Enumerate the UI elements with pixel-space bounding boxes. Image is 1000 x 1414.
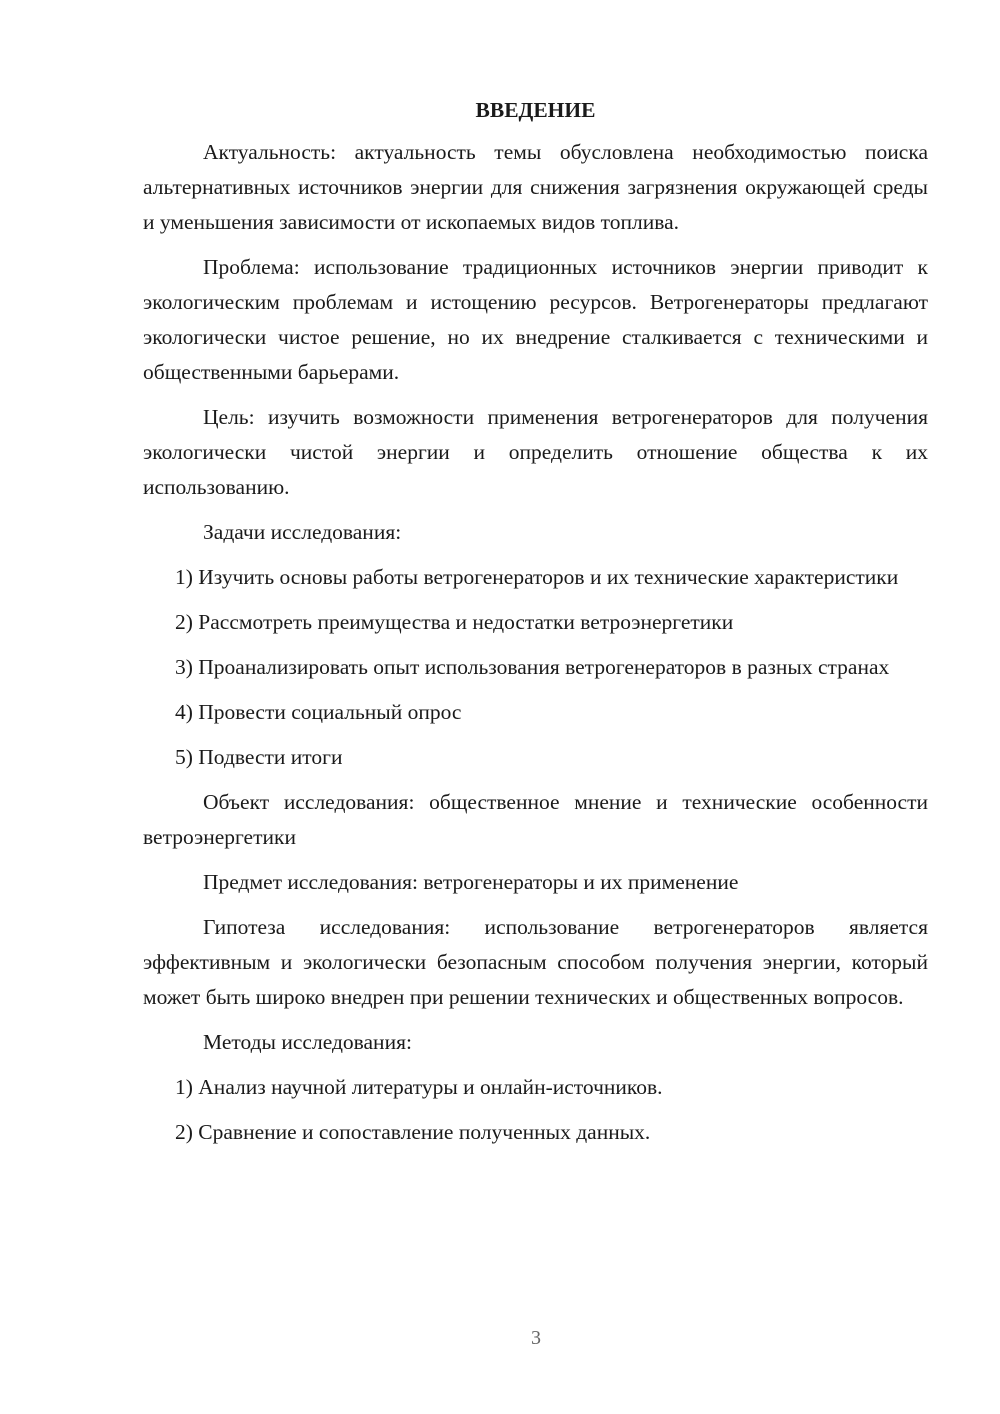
task-item: 2) Рассмотреть преимущества и недостатки ветроэнергетики xyxy=(175,610,734,634)
paragraph-hypothesis: Гипотеза исследования: использование ветрогенераторов является эффективным и экологически безопасным способом получения энергии, который может быть широко внедрен при решении технических и общественных вопросов. xyxy=(143,915,928,1009)
task-item: 5) Подвести итоги xyxy=(175,745,343,769)
page-number: 3 xyxy=(531,1327,541,1349)
task-item: 4) Провести социальный опрос xyxy=(175,700,462,724)
paragraph-subject: Предмет исследования: ветрогенераторы и их применение xyxy=(203,870,739,894)
method-item: 2) Сравнение и сопоставление полученных данных. xyxy=(175,1120,651,1144)
method-item: 1) Анализ научной литературы и онлайн-источников. xyxy=(175,1075,663,1099)
paragraph-problem: Проблема: использование традиционных источников энергии приводит к экологическим проблемам и истощению ресурсов. Ветрогенераторы предлагают экологически чистое решение, но их внедрение сталкивается с техническими и общественными барьерами. xyxy=(143,255,928,384)
task-item: 1) Изучить основы работы ветрогенераторов и их технические характеристики xyxy=(175,565,899,589)
paragraph-relevance: Актуальность: актуальность темы обусловлена необходимостью поиска альтернативных источников энергии для снижения загрязнения окружающей среды и уменьшения зависимости от ископаемых видов топлива. xyxy=(143,140,928,234)
section-title: ВВЕДЕНИЕ xyxy=(475,98,596,122)
paragraph-tasks-heading: Задачи исследования: xyxy=(203,520,402,544)
document-body xyxy=(143,93,928,1160)
task-item: 3) Проанализировать опыт использования ветрогенераторов в разных странах xyxy=(175,655,890,679)
paragraph-object: Объект исследования: общественное мнение и технические особенности ветроэнергетики xyxy=(143,790,928,849)
paragraph-methods-heading: Методы исследования: xyxy=(203,1030,412,1054)
paragraph-goal: Цель: изучить возможности применения ветрогенераторов для получения экологически чистой энергии и определить отношение общества к их использованию. xyxy=(143,405,928,499)
